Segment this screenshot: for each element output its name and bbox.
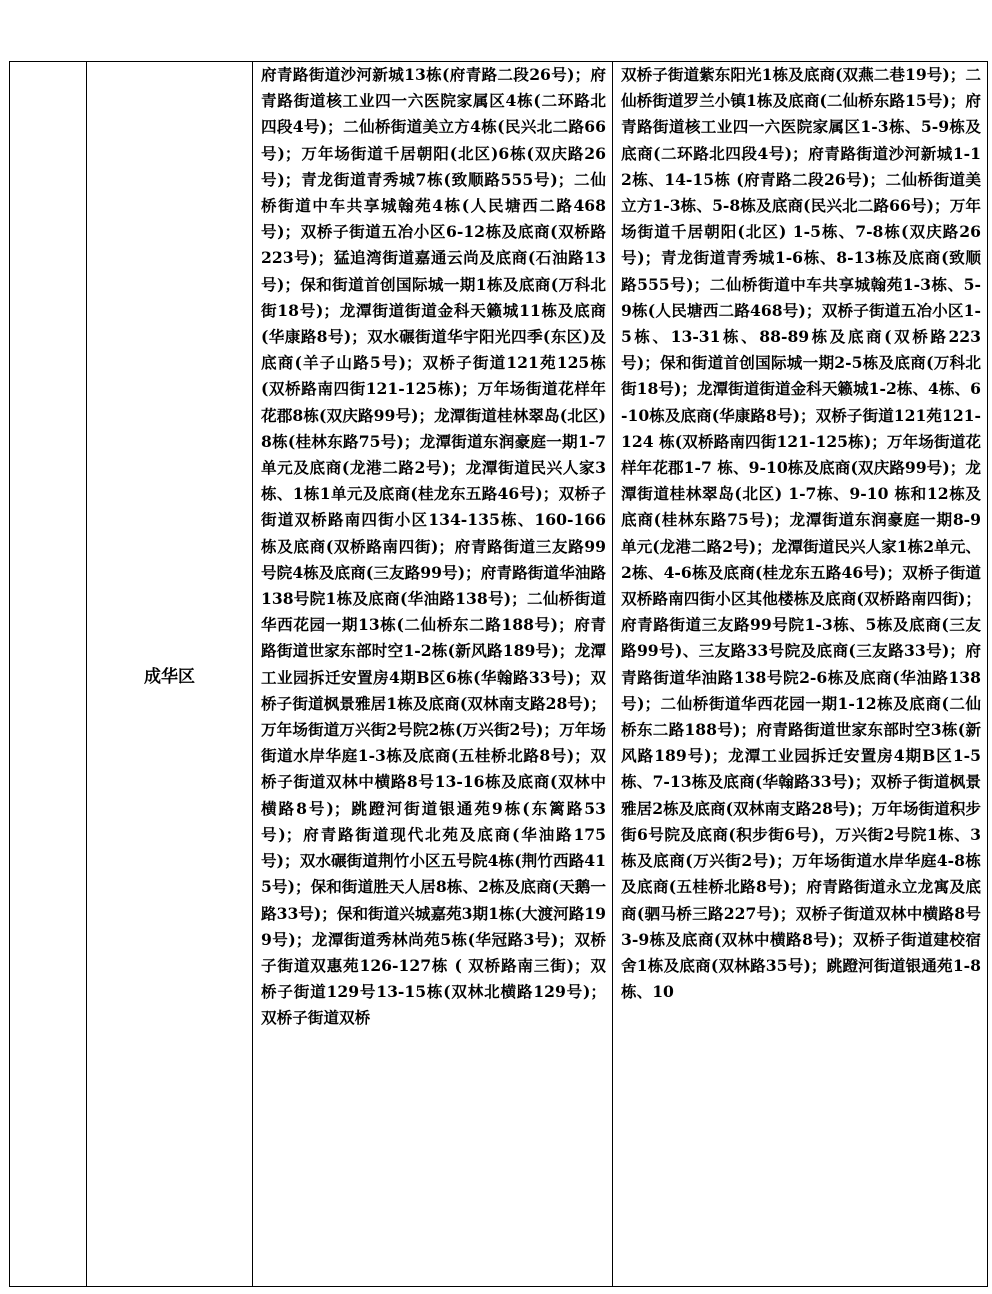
area-list-cell-secondary [613,62,988,1287]
area-list-cell [253,62,613,1287]
area-list-text: 府青路街道沙河新城13栋(府青路二段26号)；府青路街道核工业四一六医院家属区4栋(二环路北四段4号)；二仙桥街道美立方4栋(民兴北二路66号)；万年场街道千居朝阳(北区)6栋(双庆路26号)；青龙街道青秀城7栋(致顺路555号)；二仙桥街道中车共享城翰苑4栋(人民塘西二路468号)；双桥子街道五冶小区6-12栋及底商(双桥路223号)；猛追湾街道嘉通云尚及底商(石油路13号)；保和街道首创国际城一期1栋及底商(万科北街18号)；龙潭街道街道金科天籁城11栋及底商(华康路8号)；双水碾街道华宇阳光四季(东区)及底商(羊子山路5号)；双桥子街道121苑125栋(双桥路南四街121-125栋)；万年场街道花样年花郡8栋(双庆路99号)；龙潭街道桂林翠岛(北区) 8栋(桂林东路75号)；龙潭街道东润豪庭一期1-7单元及底商(龙港二路2号)；龙潭街道民兴人家3栋、1栋1单元及底商(桂龙东五路46号)；双桥子街道双桥路南四街小区134-135栋、160-166栋及底商(双桥路南四街)；府青路街道三友路99号院4栋及底商(三友路99号)；府青路街道华油路138号院1栋及底商(华油路138号)；二仙桥街道华西花园一期13栋(二仙桥东二路188号)；府青路街道世家东部时空1-2栋(新风路189号)；龙潭工业园拆迁安置房4期B区6栋(华翰路33号)；双桥子街道枫景雅居1栋及底商(双林南支路28号)；万年场街道万兴街2号院2栋(万兴街2号)；万年场街道水岸华庭1-3栋及底商(五桂桥北路8号)；双桥子街道双林中横路8号13-16栋及底商(双林中横路8号)；跳蹬河街道银通苑9栋(东篱路53号)；府青路街道现代北苑及底商(华油路175号)；双水碾街道荆竹小区五号院4栋(荆竹西路415号)；保和街道胜天人居8栋、2栋及底商(天鹅一路33号)；保和街道兴城嘉苑3期1栋(大渡河路199号)；龙潭街道秀林尚苑5栋(华冠路3号)；双桥子街道双惠苑126-127栋 ( 双桥路南三街)；双桥子街道129号13-15栋(双林北横路129号)；双桥子街道双桥 [261,65,606,1028]
area-list-text-secondary: 双桥子街道紫东阳光1栋及底商(双燕二巷19号)；二仙桥街道罗兰小镇1栋及底商(二仙桥东路15号)；府青路街道核工业四一六医院家属区1-3栋、5-9栋及底商(二环路北四段4号)；府青路街道沙河新城1-12栋、14-15栋 (府青路二段26号)；二仙桥街道美立方1-3栋、5-8栋及底商(民兴北二路66号)；万年场街道千居朝阳(北区) 1-5栋、7-8栋(双庆路26号)；青龙街道青秀城1-6栋、8-13栋及底商(致顺路555号)；二仙桥街道中车共享城翰苑1-3栋、5-9栋(人民塘西二路468号)；双桥子街道五冶小区1-5栋、13-31栋、88-89栋及底商(双桥路223号)；保和街道首创国际城一期2-5栋及底商(万科北街18号)；龙潭街道街道金科天籁城1-2栋、4栋、6-10栋及底商(华康路8号)；双桥子街道121苑121-124 栋(双桥路南四街121-125栋)；万年场街道花样年花郡1-7 栋、9-10栋及底商(双庆路99号)；龙潭街道桂林翠岛(北区) 1-7栋、9-10 栋和12栋及底商(桂林东路75号)；龙潭街道东润豪庭一期8-9单元(龙港二路2号)；龙潭街道民兴人家1栋2单元、2栋、4-6栋及底商(桂龙东五路46号)；双桥子街道双桥路南四街小区其他楼栋及底商(双桥路南四街)；府青路街道三友路99号院1-3栋、5栋及底商(三友路99号)、三友路33号院及底商(三友路33号)；府青路街道华油路138号院2-6栋及底商(华油路138号)；二仙桥街道华西花园一期1-12栋及底商(二仙桥东二路188号)；府青路街道世家东部时空3栋(新风路189号)；龙潭工业园拆迁安置房4期B区1-5栋、7-13栋及底商(华翰路33号)；双桥子街道枫景雅居2栋及底商(双林南支路28号)；万年场街道积步街6号院及底商(积步街6号)，万兴街2号院1栋、3栋及底商(万兴街2号)；万年场街道水岸华庭4-8栋及底商(五桂桥北路8号)；府青路街道永立龙寓及底商(驷马桥三路227号)；双桥子街道双林中横路8号3-9栋及底商(双林中横路8号)；双桥子街道建校宿舍1栋及底商(双林路35号)；跳蹬河街道银通苑1-8栋、10 [621,65,981,1002]
index-cell [10,62,87,1287]
district-name: 成华区 [144,666,195,687]
risk-area-table [9,61,988,1287]
table-row [10,62,988,1287]
district-cell [87,62,253,1287]
